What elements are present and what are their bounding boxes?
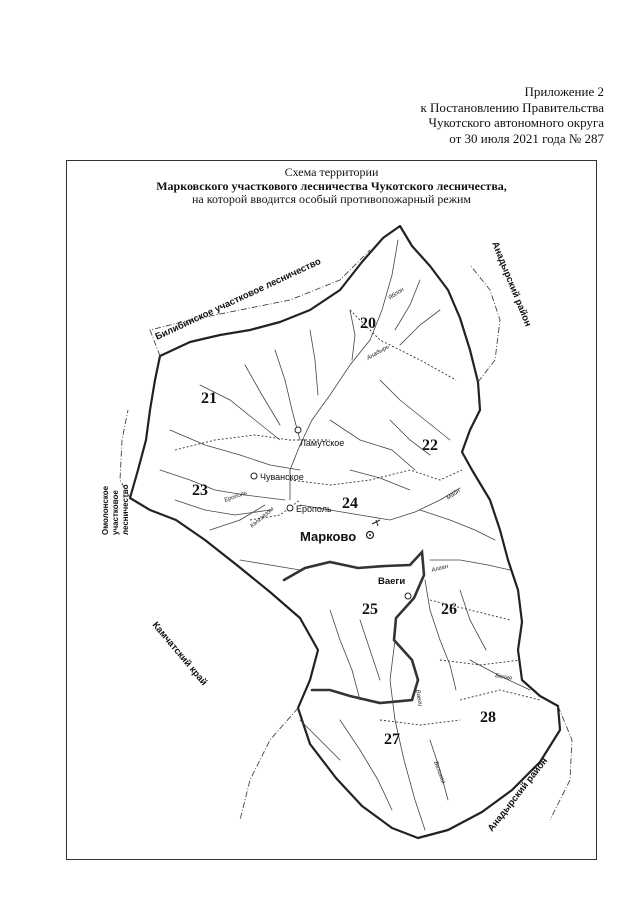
quarter-number: 20 [360,315,376,332]
map-title-line-3: на которой вводится особый противопожарный режим [192,192,471,206]
settlement-eropol [287,504,332,514]
river-label-main: Майн [445,488,462,502]
river-label-belaya: Белая [494,673,513,682]
quarter-number: 22 [422,437,438,454]
river-label-vaegi: Ваеги [414,689,423,708]
airplane-icon [372,520,380,526]
appendix-line-3: Чукотского автономного округа [428,115,604,130]
river-label-kalgeveem: Кэлгэвээм [249,506,276,530]
map-title-line-1: Схема территории [284,165,379,179]
settlement-label: Чуванское [260,472,304,482]
omolon-line-3: лесничество [121,484,130,535]
settlement-label: Ваеги [378,576,406,587]
quarter-number: 25 [362,601,378,618]
settlement-lamutskoe [295,427,344,448]
river-label-velikaya: Великая [432,760,446,785]
river-label-algan: Алган [430,563,449,574]
neighbor-label-kamchatka: Камчатский край [149,619,210,688]
appendix-line-2: к Постановлению Правительства [420,99,604,115]
neighbor-label-anadyr-top: Анадырский район [489,240,534,329]
settlement-marker [405,593,411,599]
quarter-number: 21 [201,390,217,407]
omolon-line-2: участковое [111,490,120,535]
quarter-number: 27 [384,731,400,748]
neighbor-label-omolon [101,484,130,535]
appendix-line-4: от 30 июля 2021 года № 287 [449,130,604,146]
river-label-yablon: Яблон [387,286,406,302]
quarter-number: 23 [192,482,208,499]
appendix-line-1: Приложение 2 [524,84,604,99]
settlement-vaegi [378,576,411,599]
settlement-marker [251,473,257,479]
quarter-number: 26 [441,601,457,618]
map-title-line-2: Марковского участкового лесничества Чукотского лесничества, [156,178,507,193]
quarter-number: 24 [342,495,358,512]
omolon-line-1: Омолонское [101,485,110,535]
quarter-number: 28 [480,709,496,726]
river-label-anadyr: Анадырь [366,344,391,362]
settlement-label: Ламутское [300,438,345,448]
settlement-label: Ерополь [296,504,332,514]
airport-icon [369,534,371,536]
settlement-chuvanskoe [251,472,304,482]
settlement-marker [295,427,301,433]
settlement-label: Марково [300,529,357,544]
settlement-marker [287,505,293,511]
neighbor-label-bilibino: Билибинское участковое лесничество [153,256,323,343]
settlement-markovo [300,520,380,544]
neighbor-label-anadyr-bottom: Анадырский район [485,755,551,834]
river-label-eropol: Ерополь [223,490,248,504]
